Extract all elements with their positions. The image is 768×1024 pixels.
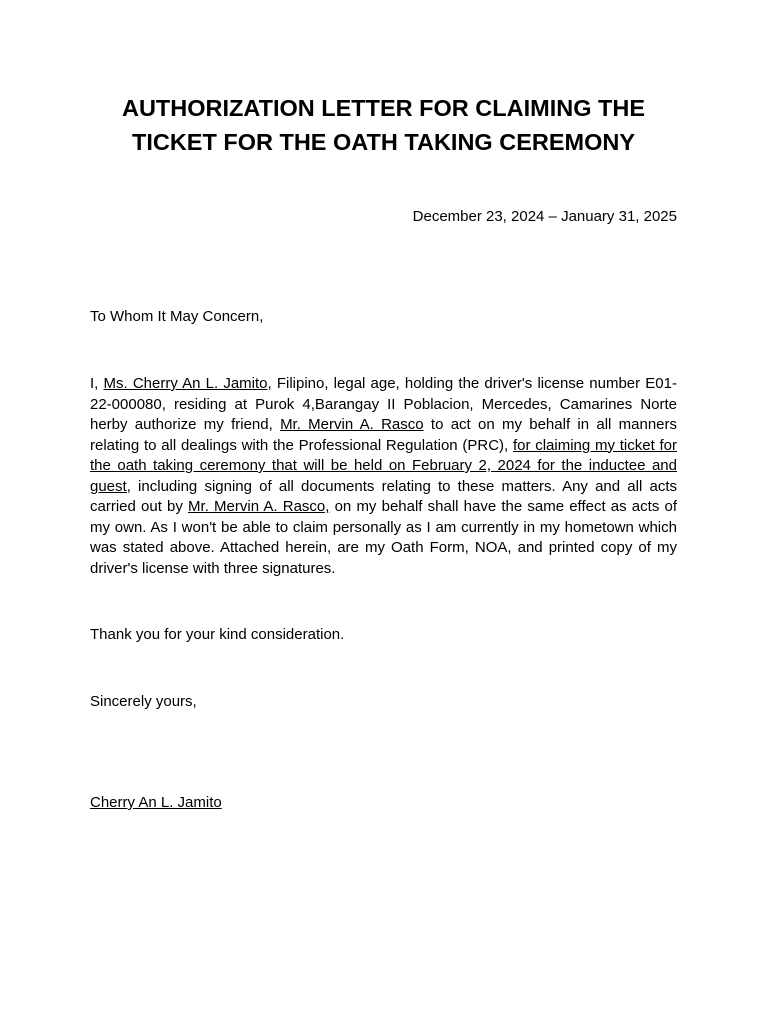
closing-line: Sincerely yours, bbox=[90, 693, 197, 710]
body-text-4: including signing of all documents relating to these matters. Any and all acts carried out by bbox=[90, 477, 677, 515]
authorized-person-name: Mr. Mervin A. Rasco bbox=[280, 416, 424, 433]
letter-title bbox=[80, 91, 687, 159]
grantor-name: Ms. Cherry An L. Jamito, bbox=[103, 375, 272, 392]
salutation: To Whom It May Concern, bbox=[90, 308, 264, 325]
body-text-5: on my behalf shall have the same effect as acts of my own. As I won't be able to claim personally as I am currently in my hometown which was stated above. Attached herein, are my Oath Form, NOA, and printed copy of my driver's license with three signatures. bbox=[90, 498, 677, 577]
thanks-line: Thank you for your kind consideration. bbox=[90, 626, 345, 643]
letter-date: December 23, 2024 – January 31, 2025 bbox=[412, 208, 677, 225]
body-text-2: Filipino, legal age, holding the driver's license number E01-22-000080, residing at Purok 4,Barangay II Poblacion, Mercedes, Camarines Norte herby authorize my friend, bbox=[90, 375, 677, 433]
title-line-1: AUTHORIZATION LETTER FOR CLAIMING THE bbox=[121, 95, 646, 121]
purpose-clause: for claiming my ticket for the oath taking ceremony that will be held on February 2, 2024 for the inductee and guest, bbox=[90, 436, 677, 495]
body-text-1: I, bbox=[90, 375, 104, 392]
title-line-2: TICKET FOR THE OATH TAKING CEREMONY bbox=[131, 129, 636, 155]
body-paragraph bbox=[90, 374, 677, 579]
authorized-person-name-repeat: Mr. Mervin A. Rasco, bbox=[188, 498, 330, 515]
letter-page bbox=[90, 0, 677, 1024]
body-text-3: to act on my behalf in all manners relating to all dealings with the Professional Regulation (PRC), bbox=[90, 416, 678, 454]
signature-name: Cherry An L. Jamito bbox=[90, 794, 222, 811]
